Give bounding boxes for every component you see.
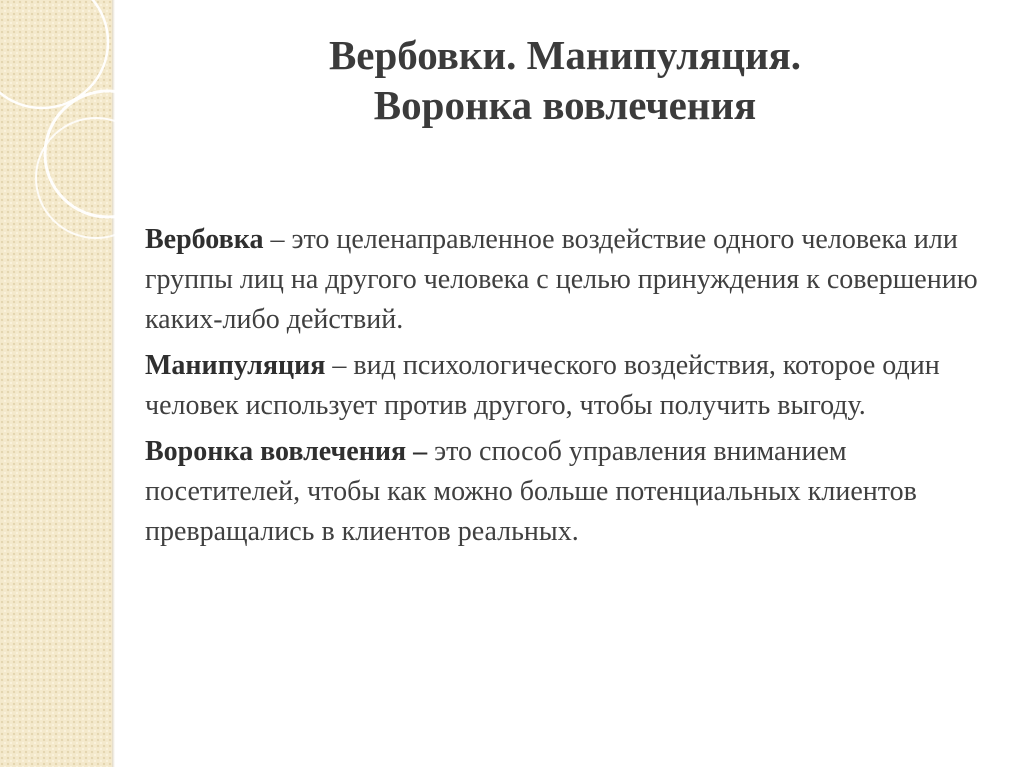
definition-engagement-funnel	[145, 432, 995, 552]
definition-text: это целенаправленное воздействие одного человека или группы лиц на другого человека с целью принуждения к совершению каких-либо действий.	[145, 224, 978, 335]
definition-manipulation	[145, 346, 995, 426]
definition-text: вид психологического воздействия, которое один человек использует против другого, чтобы получить выгоду.	[145, 350, 940, 421]
slide-title-line-2: Воронка вовлечения	[373, 82, 757, 128]
definition-recruitment	[145, 220, 995, 340]
slide-title	[150, 30, 980, 130]
definition-term: Вербовка	[145, 224, 264, 255]
definition-text: это способ управления вниманием посетителей, чтобы как можно больше потенциальных клиентов превращались в клиентов реальных.	[145, 436, 917, 547]
slide-body	[145, 220, 995, 558]
decorative-rings-icon	[0, 0, 160, 300]
definition-separator: –	[325, 350, 354, 381]
definition-separator: –	[263, 224, 292, 255]
definition-term: Воронка вовлечения –	[145, 436, 428, 467]
slide-title-line-1: Вербовки. Манипуляция.	[328, 32, 802, 78]
definition-term: Манипуляция	[145, 350, 326, 381]
